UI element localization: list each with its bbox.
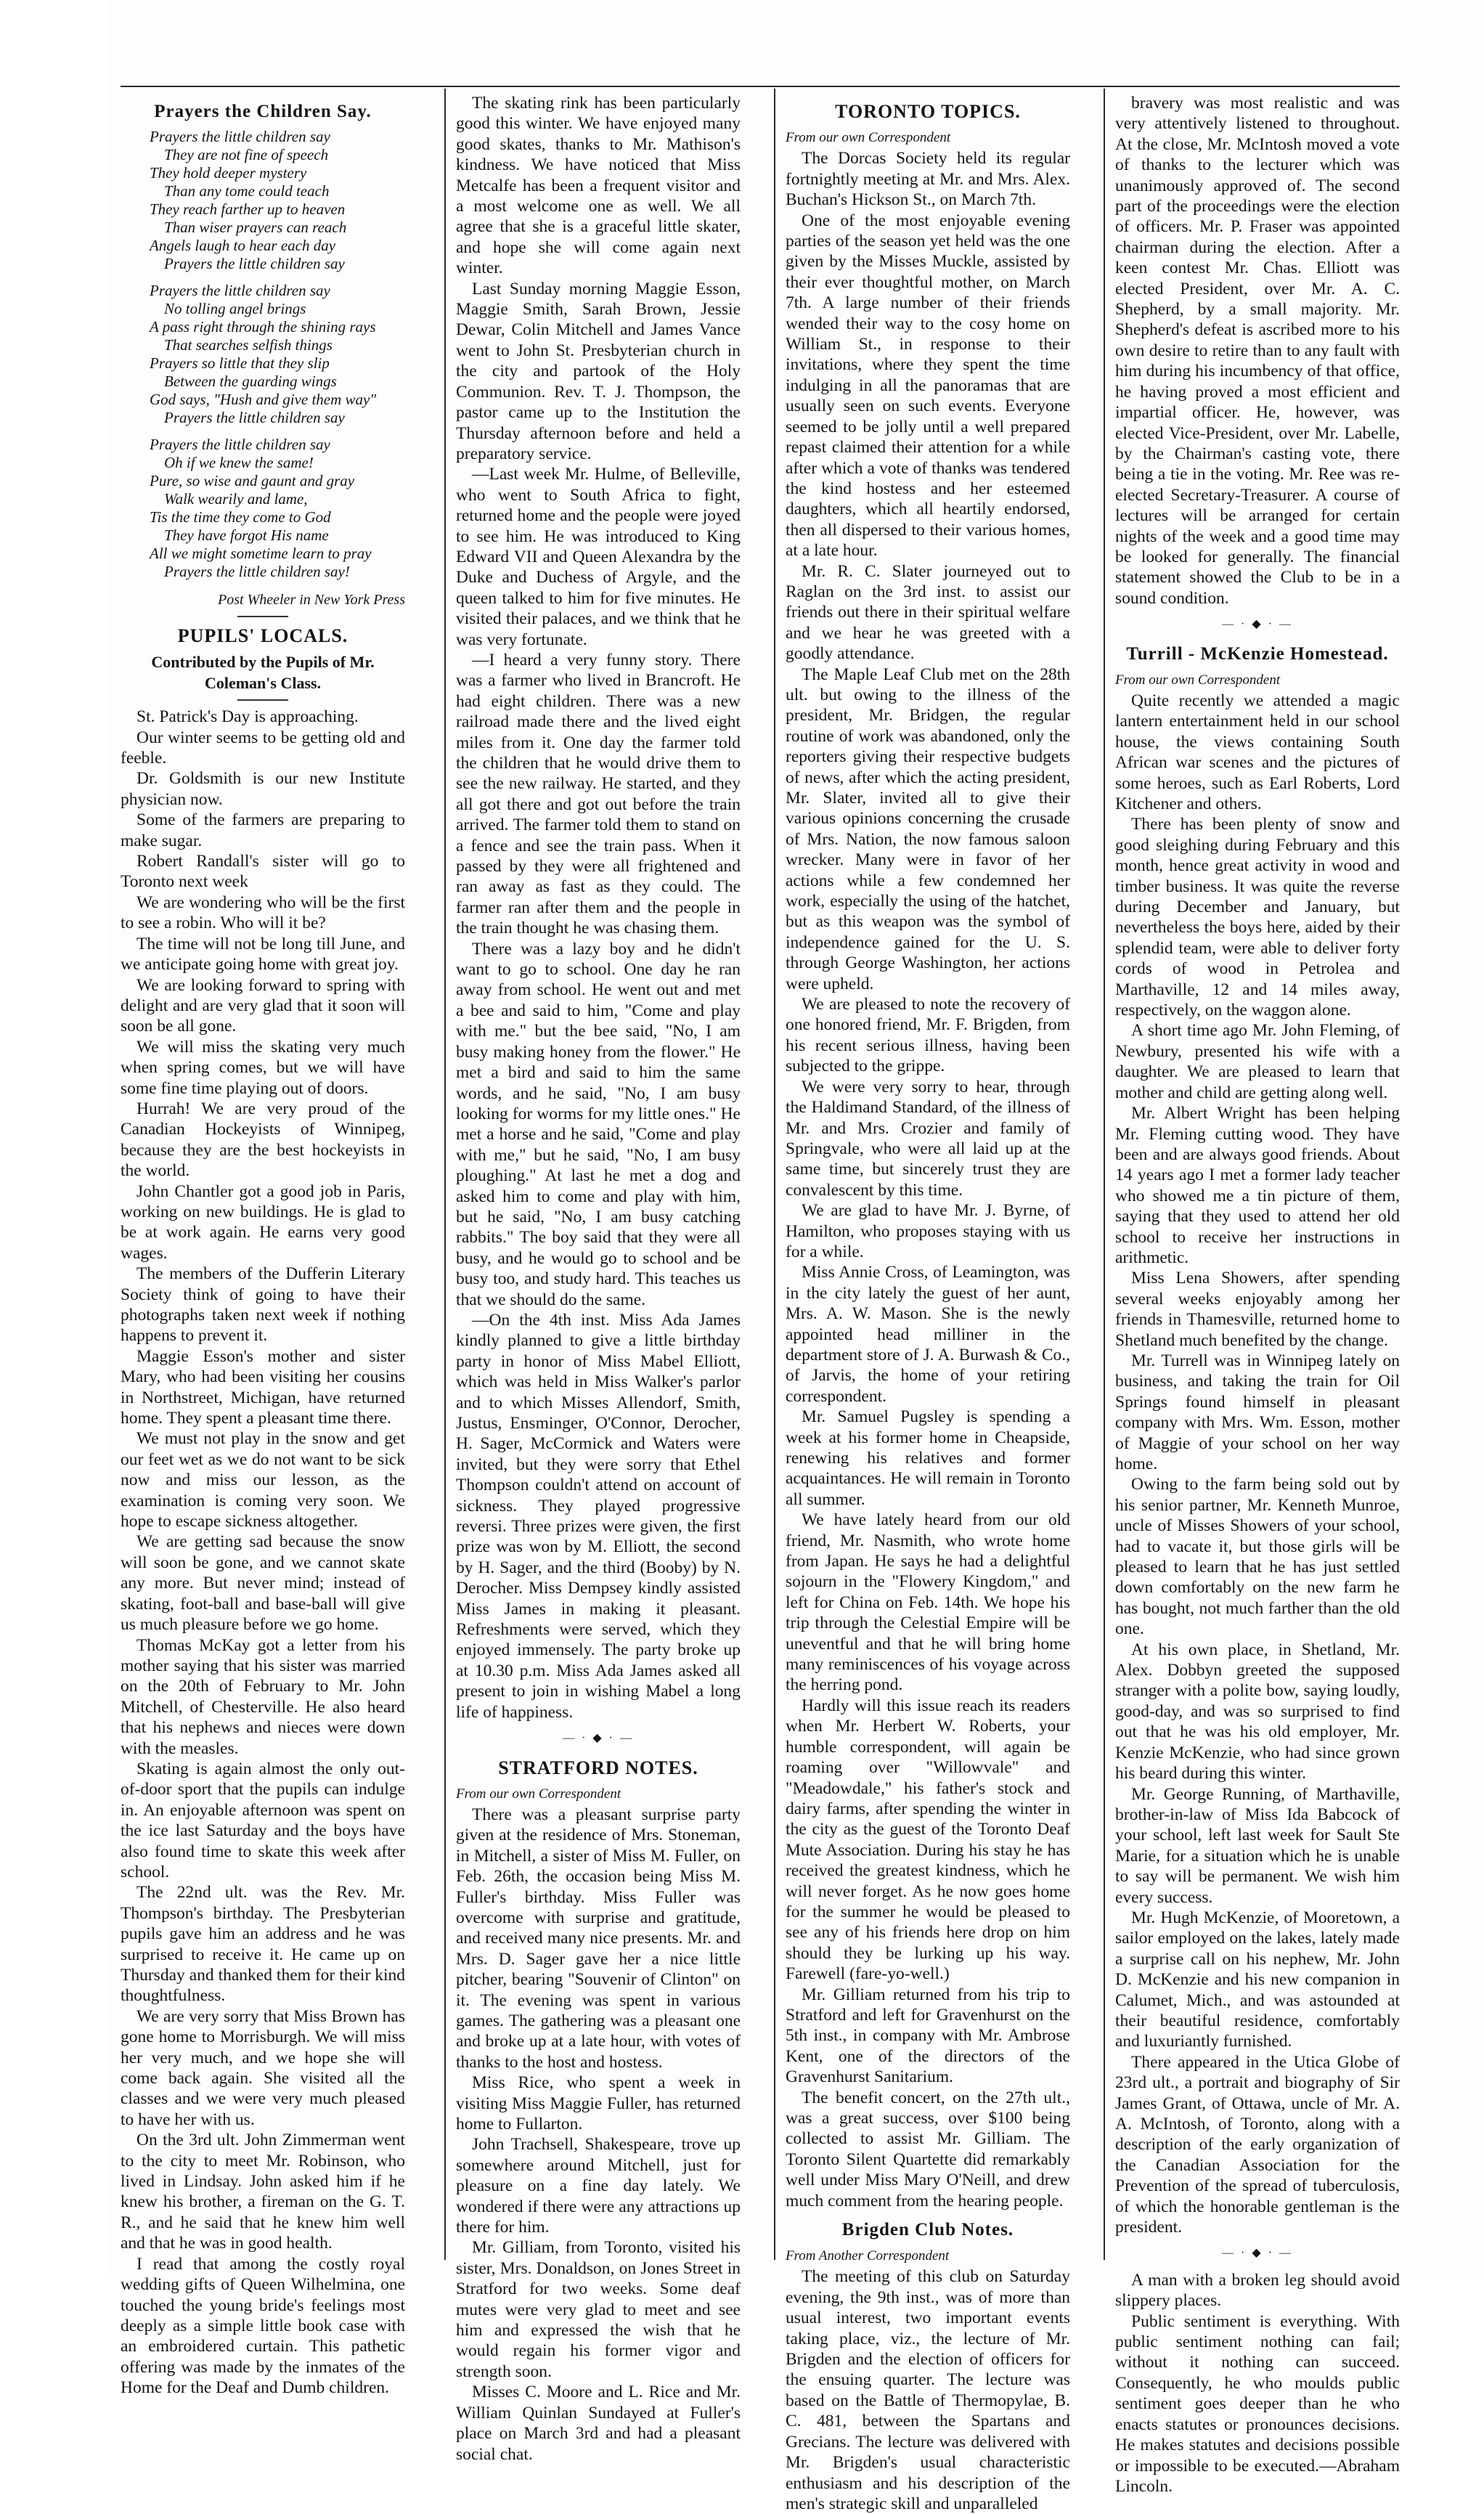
local-item: Hurrah! We are very proud of the Canadian Hockeyists of Winnipeg, because they are the best hockeyists in the world. (121, 1099, 405, 1181)
poem-title: Prayers the Children Say. (154, 102, 372, 121)
poem-line: They have forgot His name (164, 526, 329, 544)
column-2 (456, 93, 741, 2464)
section-ornament: — · ◆ · — (1222, 618, 1293, 631)
poem-line: They hold deeper mystery (150, 164, 307, 182)
poem-line: Prayers the little children say (164, 255, 345, 272)
article-paragraph: We were very sorry to hear, through the Haldimand Standard, of the illness of Mr. and Mrs. Crozier and family of Springvale, who were all laid up at the same time, but sincerely trust they are convalescent by this time. (786, 1077, 1070, 1200)
article-paragraph: —I heard a very funny story. There was a farmer who lived in Brancroft. He had eight children. There was a new railroad made there and the lived eight miles from it. One day the farmer told the children that he would drive them to see the new railway. He started, and they all got there and got out before the train arrived. The farmer told them to stand on a fence and see the train pass. When it passed by they were all frightened and ran away as fast as they could. The farmer ran after them and the people in the train thought he was chasing them. (456, 650, 741, 938)
toronto-topics-body (786, 148, 1070, 2211)
article-paragraph: Mr. Gilliam, from Toronto, visited his sister, Mrs. Donaldson, on Jones Street in Stratford for two weeks. Some deaf mutes were very glad to meet and see him and expressed the wish that he would regain his former vigor and strength soon. (456, 2238, 741, 2381)
poem-line: Oh if we knew the same! (164, 454, 314, 471)
turrill-mckenzie-body (1115, 691, 1400, 2237)
local-item: John Chantler got a good job in Paris, working on new buildings. He is glad to be at work again. He earns very good wages. (121, 1181, 405, 1263)
column-rule (444, 89, 446, 2260)
article-paragraph: —Last week Mr. Hulme, of Belleville, who went to South Africa to fight, returned home and the people were joyed to see him. He was introduced to King Edward VII and Queen Alexandra by the Duke and Duchess of Argyle, and the queen talked to him for five minutes. He visited their palaces, and we think that he was very fortunate. (456, 465, 741, 649)
article-paragraph: Mr. R. C. Slater journeyed out to Raglan on the 3rd inst. to assist our friends out there in their spiritual welfare and we hear he was greeted with a goodly attendance. (786, 561, 1070, 664)
brigden-club-heading: Brigden Club Notes. (841, 2220, 1014, 2240)
column-3 (786, 93, 1070, 2513)
article-paragraph: Mr. Samuel Pugsley is spending a week at his former home in Cheapside, renewing his relatives and former acquaintances. He will remain in Toronto all summer. (786, 1407, 1070, 1509)
local-item: Some of the farmers are preparing to make sugar. (121, 810, 405, 850)
local-item: We will miss the skating very much when spring comes, but we will have some fine time playing out of doors. (121, 1037, 405, 1098)
article-paragraph: The skating rink has been particularly good this winter. We have enjoyed many good skates, thanks to Mr. Mathison's kindness. We have noticed that Miss Metcalfe has been a frequent visitor and a most welcome one as well. We all agree that she is a graceful little skater, and hope she will come again next winter. (456, 94, 741, 278)
article-paragraph: Owing to the farm being sold out by his senior partner, Mr. Kenneth Munroe, uncle of Misses Showers of your school, had to vacate it, but those girls will be pleased to learn that he has just settled down comfortably on the new farm he has bought, not much farther than the old one. (1115, 1475, 1400, 1639)
local-item: We are very sorry that Miss Brown has gone home to Morrisburgh. We will miss her very much, and we hope she will come back again. She visited all the classes and we were very much pleased to have her with us. (121, 2006, 405, 2129)
poem-line: They reach farther up to heaven (150, 200, 346, 218)
top-rule (121, 86, 1400, 87)
article-paragraph: One of the most enjoyable evening parties of the season yet held was the one given by the Misses Muckle, assisted by their ever thoughtful mother, on March 7th. A large number of their friends wended their way to the cosy home on William St., in response to their invitations, where they spent the time indulging in all the panoramas that are usually seen on such events. Everyone seemed to be jolly until a well prepared repast claimed their attention for a while after which a vote of thanks was tendered the kind hostess and her esteemed daughters, which all heartily endorsed, then all dispersed to their various homes, at a late hour. (786, 211, 1070, 561)
section-ornament: — · ◆ · — (1222, 2247, 1293, 2260)
article-paragraph: John Trachsell, Shakespeare, trove up somewhere around Mitchell, just for pleasure on a fine day lately. We wondered if there were any attractions up there for him. (456, 2135, 741, 2237)
article-paragraph: bravery was most realistic and was very attentively listened to throughout. At the close, Mr. McIntosh moved a vote of thanks to the lecturer which was unanimously approved of. The second part of the proceedings were the election of officers. Mr. P. Fraser was appointed chairman during the election. After a keen contest Mr. Chas. Elliott was elected President, over Mr. A. C. Shepherd, by a small majority. Mr. Shepherd's defeat is ascribed more to his own desire to retire than to any fault with him during his incumbency of that office, he having proved a most efficient and impartial officer. He, however, was elected Vice-President, over Mr. Labelle, by the Chairman's casting vote, there being a tie in the voting. Mr. Ree was re-elected Secretary-Treasurer. A course of lectures will be arranged for certain nights of the week and a good time may be looked for generally. The financial statement showed the Club to be in a sound condition. (1115, 94, 1400, 608)
poem-line: Prayers the little children say (150, 436, 330, 453)
turrill-mckenzie-heading: Turrill - McKenzie Homestead. (1126, 643, 1389, 664)
brigden-continued-body (1115, 93, 1400, 609)
article-paragraph: We have lately heard from our old friend, Mr. Nasmith, who wrote home from Japan. He says he had a delightful sojourn in the "Flowery Kingdom," and left for China on Feb. 14th. We hope his trip through the Celestial Empire will be uneventful and that he will bring home many reminiscences of his voyage across the herring pond. (786, 1510, 1070, 1695)
local-item: Skating is again almost the only out-of-door sport that the pupils can indulge in. An enjoyable afternoon was spent on the ice last Saturday and the boys have also found time to skate this week after school. (121, 1759, 405, 1882)
turrill-byline: From our own Correspondent (1115, 672, 1281, 688)
local-item: The members of the Dufferin Literary Society think of going to have their photographs taken next week if nothing happens to prevent it. (121, 1264, 405, 1346)
local-item: I read that among the costly royal wedding gifts of Queen Wilhelmina, one touched the young bride's feelings most deeply as a simple little book case with an embroidered curtain. This pathetic offering was made by the inmates of the Home for the Deaf and Dumb children. (121, 2254, 405, 2398)
article-paragraph: Miss Lena Showers, after spending several weeks enjoyably among her friends in Thamesville, returned home to Shetland much benefited by the change. (1115, 1269, 1400, 1350)
section-divider (237, 616, 288, 617)
poem-stanza (150, 436, 405, 581)
poem-line: A pass right through the shining rays (150, 318, 376, 335)
local-item: Our winter seems to be getting old and feeble. (121, 728, 405, 768)
local-item: Dr. Goldsmith is our new Institute physician now. (121, 769, 405, 809)
article-paragraph: The Dorcas Society held its regular fortnightly meeting at Mr. and Mrs. Alex. Buchan's Hickson St., on March 7th. (786, 149, 1070, 210)
brigden-club-body (786, 2266, 1070, 2514)
poem (121, 128, 405, 581)
article-paragraph: The Maple Leaf Club met on the 28th ult. but owing to the illness of the president, Mr. Bridgen, the regular routine of work was abandoned, only the reporters giving their respective budgets of news, after which the acting president, Mr. Slater, invited all to give their various opinions concerning the crusade of Mrs. Nation, the now famous saloon wrecker. Many were in favor of her actions while a few condemned her work, especially the using of the hatchet, but as this weapon was the symbol of independence gained for the U. S. through George Washington, her actions were upheld. (786, 664, 1070, 993)
local-item: We are getting sad because the snow will soon be gone, and we cannot skate any more. But never mind; instead of skating, foot-ball and base-ball will give us much pleasure before we go home. (121, 1532, 405, 1635)
section-divider (237, 699, 288, 701)
toronto-topics-heading: TORONTO TOPICS. (835, 101, 1021, 122)
poem-line: Angels laugh to hear each day (150, 237, 336, 254)
article-paragraph: Miss Annie Cross, of Leamington, was in the city lately the guest of her aunt, Mrs. A. W. Mason. She is the newly appointed head milliner in the department store of J. A. Burwash & Co., of Jarvis, the home of your retiring correspondent. (786, 1263, 1070, 1406)
poem-line: Walk wearily and lame, (164, 490, 308, 508)
poem-line: Tis the time they come to God (150, 508, 331, 526)
toronto-byline: From our own Correspondent (786, 130, 951, 145)
article-paragraph: We are glad to have Mr. J. Byrne, of Hamilton, who proposes staying with us for a while. (786, 1201, 1070, 1261)
local-item: We are looking forward to spring with delight and are very glad that it soon will soon be all gone. (121, 975, 405, 1036)
section-ornament: — · ◆ · — (563, 1732, 634, 1745)
local-item: We are wondering who will be the first to see a robin. Who will it be? (121, 892, 405, 933)
closing-items (1115, 2270, 1400, 2497)
local-item: Robert Randall's sister will go to Toronto next week (121, 852, 405, 892)
article-paragraph: Quite recently we attended a magic lantern entertainment held in our school house, the views containing South African war scenes and the pictures of some heroes, such as Earl Roberts, Lord Kitchener and others. (1115, 691, 1400, 813)
poem-line: Between the guarding wings (164, 373, 337, 390)
poem-line: Than any tome could teach (164, 182, 330, 200)
article-paragraph: There was a lazy boy and he didn't want to go to school. One day he ran away from school. He went out and met a bee and said to him, "Come and play with me." but the bee said, "No, I am busy making honey from the flower." He met a bird and said to him the same words, and he said, "No, I am busy looking for worms for my little ones." He met a horse and he said, "Come and play with me," but he said, "No, I am busy ploughing." At last he met a dog and asked him to come and play with him, but he said, "No, I am busy catching rabbits." The boy said that they were all busy, and he would go to school and be busy too, and study hard. This teaches us that we should do the same. (456, 939, 741, 1309)
article-paragraph: There has been plenty of snow and good sleighing during February and this month, hence great activity in wood and timber business. It was quite the reverse during December and January, but nevertheless the boys here, aided by their splendid team, were able to deliver forty cords of wood in Petrolea and Marthaville, 12 and 14 miles away, respectively, on the waggon alone. (1115, 815, 1400, 1020)
article-paragraph: At his own place, in Shetland, Mr. Alex. Dobbyn greeted the supposed stranger with a polite bow, saying loudly, good-day, and was so surprised to find out that he was his old employer, Mr. Kenzie McKenzie, who had since grown his beard during this winter. (1115, 1640, 1400, 1783)
article-paragraph: The benefit concert, on the 27th ult., was a great success, over $100 being collected to assist Mr. Gilliam. The Toronto Silent Quartette did remarkably well under Miss Mary O'Neill, and drew much comment from the hearing people. (786, 2088, 1070, 2210)
page-margin (0, 0, 109, 2278)
locals-continued-body (456, 93, 741, 1722)
poem-line: They are not fine of speech (164, 146, 329, 163)
local-item: On the 3rd ult. John Zimmerman went to the city to meet Mr. Robinson, who lived in Lindsay. John asked him if he knew his brother, a fireman on the G. T. R., and he said that he knew him well and that he was in good health. (121, 2131, 405, 2253)
article-paragraph: The meeting of this club on Saturday evening, the 9th inst., was of more than usual interest, two important events taking place, viz., the lecture of Mr. Brigden and the election of officers for the ensuing quarter. The lecture was based on the Battle of Thermopylae, B. C. 481, between the Spartans and Grecians. The lecture was delivered with Mr. Brigden's usual characteristic enthusiasm and his description of the men's strategic skill and unparalleled (786, 2267, 1070, 2513)
poem-line: God says, "Hush and give them way" (150, 391, 377, 408)
article-paragraph: Last Sunday morning Maggie Esson, Maggie Smith, Sarah Brown, Jessie Dewar, Colin Mitchell and James Vance went to John St. Presbyterian church in the city and partook of the Holy Communion. Rev. T. J. Thompson, the pastor came up to the Institution the Thursday afternoon before and held a preparatory service. (456, 279, 741, 463)
column-4 (1115, 93, 1400, 2496)
article-paragraph: —On the 4th inst. Miss Ada James kindly planned to give a little birthday party in honor of Miss Mabel Elliott, which was held in Miss Walker's parlor and to which Misses Allendorf, Smith, Justus, Ensminger, O'Connor, Derocher, H. Sager, McCormick and Waters were invited, but they were sorry that Ethel Thompson couldn't attend on account of sickness. They played progressive reversi. Three prizes were given, the first prize was won by M. Elliott, the second by H. Sager, and the third (Booby) by N. Derocher. Miss Dempsey kindly assisted Miss James in making it pleasant. Refreshments were served, which they enjoyed immensely. The party broke up at 10.30 p.m. Miss Ada James asked all present to join in wishing Mabel a long life of happiness. (456, 1310, 741, 1722)
article-paragraph: Misses C. Moore and L. Rice and Mr. William Quinlan Sundayed at Fuller's place on March 3rd and had a pleasant social chat. (456, 2383, 741, 2464)
article-paragraph: Hardly will this issue reach its readers when Mr. Herbert W. Roberts, your humble correspondent, will again be roaming over "Willowvale" and "Meadowdale," his father's stock and dairy farms, after spending the winter in the city as the guest of the Toronto Deaf Mute Association. During his stay he has received the greatest kindness, which he will never forget. As he now goes home for the summer he would be pleased to see any of his friends here drop on him should they be lurking up his way. Farewell (fare-yo-well.) (786, 1696, 1070, 1984)
poem-line: Prayers the little children say (150, 282, 330, 299)
article-paragraph: Mr. Albert Wright has been helping Mr. Fleming cutting wood. They have been and are always good friends. About 14 years ago I met a former lady teacher who showed me a tin picture of them, saying that they used to attend her old school to receive her instructions in arithmetic. (1115, 1104, 1400, 1267)
local-item: Maggie Esson's mother and sister Mary, who had been visiting her cousins in Northstreet, Michigan, have returned home. They spent a pleasant time there. (121, 1346, 405, 1428)
closing-paragraph: A man with a broken leg should avoid slippery places. (1115, 2270, 1400, 2311)
article-paragraph: Miss Rice, who spent a week in visiting Miss Maggie Fuller, has returned home to Fullarton. (456, 2073, 741, 2133)
column-rule (1104, 89, 1105, 2260)
article-paragraph: Mr. George Running, of Marthaville, brother-in-law of Miss Ida Babcock of your school, left last week for Sault Ste Marie, for a situation which he is unable to say will be permanent. We wish him every success. (1115, 1784, 1400, 1907)
poem-line: No tolling angel brings (164, 300, 306, 317)
local-item: We must not play in the snow and get our feet wet as we do not want to be sick now and miss our lesson, as the examination is coming very soon. We hope to escape sickness altogether. (121, 1429, 405, 1531)
poem-line: Prayers so little that they slip (150, 354, 330, 372)
stratford-notes-heading: STRATFORD NOTES. (498, 1757, 698, 1778)
poem-line: That searches selfish things (164, 336, 333, 354)
article-paragraph: We are pleased to note the recovery of one honored friend, Mr. F. Brigden, from his recent serious illness, having been subjected to the grippe. (786, 995, 1070, 1076)
article-paragraph: Mr. Hugh McKenzie, of Mooretown, a sailor employed on the lakes, lately made a surprise call on his nephew, Mr. John D. McKenzie and his new companion in Calumet, Mich., and was astounded at their beautiful residence, comfortably and luxuriantly furnished. (1115, 1908, 1400, 2051)
poem-stanza (150, 128, 405, 273)
poem-stanza (150, 282, 405, 427)
column-1 (121, 93, 405, 2398)
article-paragraph: Mr. Gilliam returned from his trip to Stratford and left for Gravenhurst on the 5th inst., in company with Mr. Ambrose Kent, one of the directors of the Gravenhurst Sanitarium. (786, 1985, 1070, 2087)
stratford-byline: From our own Correspondent (456, 1786, 621, 1802)
local-item: Thomas McKay got a letter from his mother saying that his sister was married on the 20th of February to Mr. John Mitchell, of Chesterville. He also heard that his nephews and nieces were down with the measles. (121, 1635, 405, 1758)
article-paragraph: A short time ago Mr. John Fleming, of Newbury, presented his wife with a daughter. We are pleased to learn that mother and child are getting along well. (1115, 1021, 1400, 1102)
local-item: The time will not be long till June, and we anticipate going home with great joy. (121, 934, 405, 975)
poem-line: Pure, so wise and gaunt and gray (150, 472, 355, 489)
poem-line: Prayers the little children say! (164, 563, 350, 580)
brigden-byline: From Another Correspondent (786, 2248, 950, 2264)
local-item: St. Patrick's Day is approaching. (136, 707, 359, 727)
poem-credit: Post Wheeler in New York Press (218, 592, 405, 608)
article-paragraph: There was a pleasant surprise party given at the residence of Mrs. Stoneman, in Mitchell, a sister of Miss M. Fuller, on Feb. 26th, the occasion being Miss M. Fuller's birthday. Miss Fuller was overcome with surprise and gratitude, and received many nice presents. Mr. and Mrs. D. Sager gave her a nice little pitcher, bearing "Souvenir of Clinton" on it. The evening was spent in various games. The gathering was a pleasant one and broke up at a late hour, with votes of thanks to the host and hostess. (456, 1805, 741, 2072)
poem-line: Prayers the little children say (150, 128, 330, 145)
stratford-notes-body (456, 1805, 741, 2465)
article-paragraph: Mr. Turrell was in Winnipeg lately on business, and taking the train for Oil Springs found himself in pleasant company with Mrs. Wm. Esson, mother of Maggie of your school on her way home. (1115, 1351, 1400, 1473)
pupils-locals-subheading: Contributed by the Pupils of Mr. Coleman's Class. (151, 653, 375, 692)
closing-paragraph: Public sentiment is everything. With public sentiment nothing can fail; without it nothing can succeed. Consequently, he who moulds public sentiment goes deeper than he who enacts statutes or pronounces decisions. He makes statutes and decisions possible or impossible to be executed.—Abraham Lincoln. (1115, 2311, 1400, 2496)
poem-line: Than wiser prayers can reach (164, 219, 347, 236)
poem-line: All we might sometime learn to pray (150, 545, 372, 562)
pupils-locals-heading: PUPILS' LOCALS. (177, 625, 348, 647)
local-item: The 22nd ult. was the Rev. Mr. Thompson's birthday. The Presbyterian pupils gave him an address and he was surprised to receive it. He came up on Thursday and thanked them for their kind thoughtfulness. (121, 1883, 405, 2006)
poem-line: Prayers the little children say (164, 409, 345, 426)
pupils-locals-body (121, 707, 405, 2398)
column-rule (774, 89, 775, 2260)
article-paragraph: There appeared in the Utica Globe of 23rd ult., a portrait and biography of Sir James Grant, of Ottawa, uncle of Mr. A. A. McIntosh, of Toronto, along with a description of the early organization of the Canadian Association for the Prevention of the spread of tuberculosis, of which the honorable gentleman is the president. (1115, 2052, 1400, 2237)
